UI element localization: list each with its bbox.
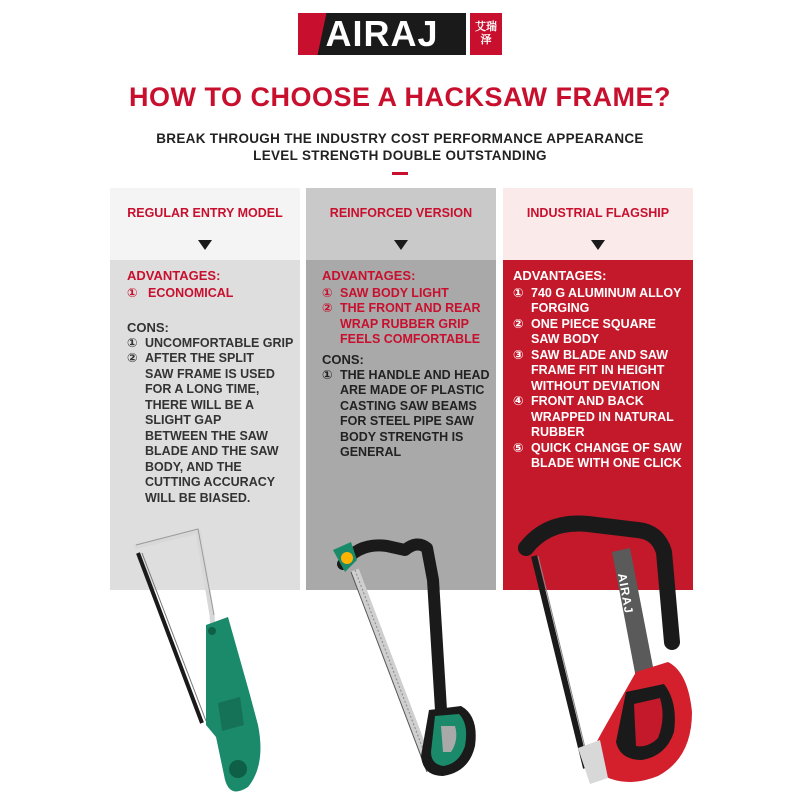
saw-brand-label: AIRAJ — [615, 572, 636, 615]
list-item: ② AFTER THE SPLIT SAW FRAME IS USED FOR A LONG TIME, THERE WILL BE A SLIGHT GAP BETWEEN THE SAW BLADE AND THE SAW BODY, AND THE CUTTING ACCURACY WILL BE BIASED. — [127, 351, 279, 505]
brand-logo — [298, 13, 502, 55]
down-arrow-icon — [198, 240, 212, 250]
industrial-hacksaw-image — [508, 512, 708, 797]
column-title: REINFORCED VERSION — [329, 206, 473, 220]
column-title: INDUSTRIAL FLAGSHIP — [526, 206, 670, 220]
subtitle-line-1: BREAK THROUGH THE INDUSTRY COST PERFORMANCE APPEARANCE — [156, 131, 644, 146]
list-item: ① SAW BODY LIGHT — [322, 285, 449, 300]
list-item: ④ FRONT AND BACK WRAPPED IN NATURAL RUBBER — [513, 394, 674, 439]
cons-label: CONS: — [322, 352, 364, 367]
list-item: ① 740 G ALUMINUM ALLOY FORGING — [513, 285, 682, 315]
logo-brand-text: AIRAJ — [325, 13, 439, 54]
list-item: ① ECONOMICAL — [127, 285, 234, 300]
list-item: ⑤ QUICK CHANGE OF SAW BLADE WITH ONE CLICK — [513, 440, 682, 470]
advantages-block — [513, 268, 693, 472]
column-header — [503, 188, 693, 260]
cons-block — [322, 352, 500, 461]
logo-chinese-mark: 艾瑞泽 — [470, 13, 502, 55]
list-item: ③ SAW BLADE AND SAW FRAME FIT IN HEIGHT WITHOUT DEVIATION — [513, 347, 669, 393]
list-item: ① THE HANDLE AND HEAD ARE MADE OF PLASTIC CASTING SAW BEAMS FOR STEEL PIPE SAW BODY STRENGTH IS GENERAL — [322, 367, 490, 459]
page-title: HOW TO CHOOSE A HACKSAW FRAME? — [129, 82, 671, 112]
advantages-label: ADVANTAGES: — [127, 268, 221, 283]
page-subtitle — [100, 130, 700, 164]
logo-wordmark — [298, 13, 466, 55]
advantages-block — [322, 268, 500, 348]
list-item: ② THE FRONT AND REAR WRAP RUBBER GRIP FEELS COMFORTABLE — [322, 301, 481, 346]
cons-label: CONS: — [127, 320, 169, 335]
list-item: ① UNCOMFORTABLE GRIP — [127, 335, 294, 350]
list-item: ② ONE PIECE SQUARE SAW BODY — [513, 316, 657, 346]
advantages-label: ADVANTAGES: — [513, 268, 607, 283]
column-header — [306, 188, 496, 260]
column-title: REGULAR ENTRY MODEL — [127, 206, 283, 220]
subtitle-line-2: LEVEL STRENGTH DOUBLE OUTSTANDING — [253, 148, 547, 163]
reinforced-hacksaw-image — [325, 520, 505, 790]
regular-hacksaw-image — [120, 525, 280, 800]
down-arrow-icon — [394, 240, 408, 250]
advantages-block — [127, 268, 305, 301]
advantages-label: ADVANTAGES: — [322, 268, 416, 283]
column-header — [110, 188, 300, 260]
down-arrow-icon — [591, 240, 605, 250]
cons-block — [127, 320, 299, 506]
title-divider — [392, 172, 408, 175]
